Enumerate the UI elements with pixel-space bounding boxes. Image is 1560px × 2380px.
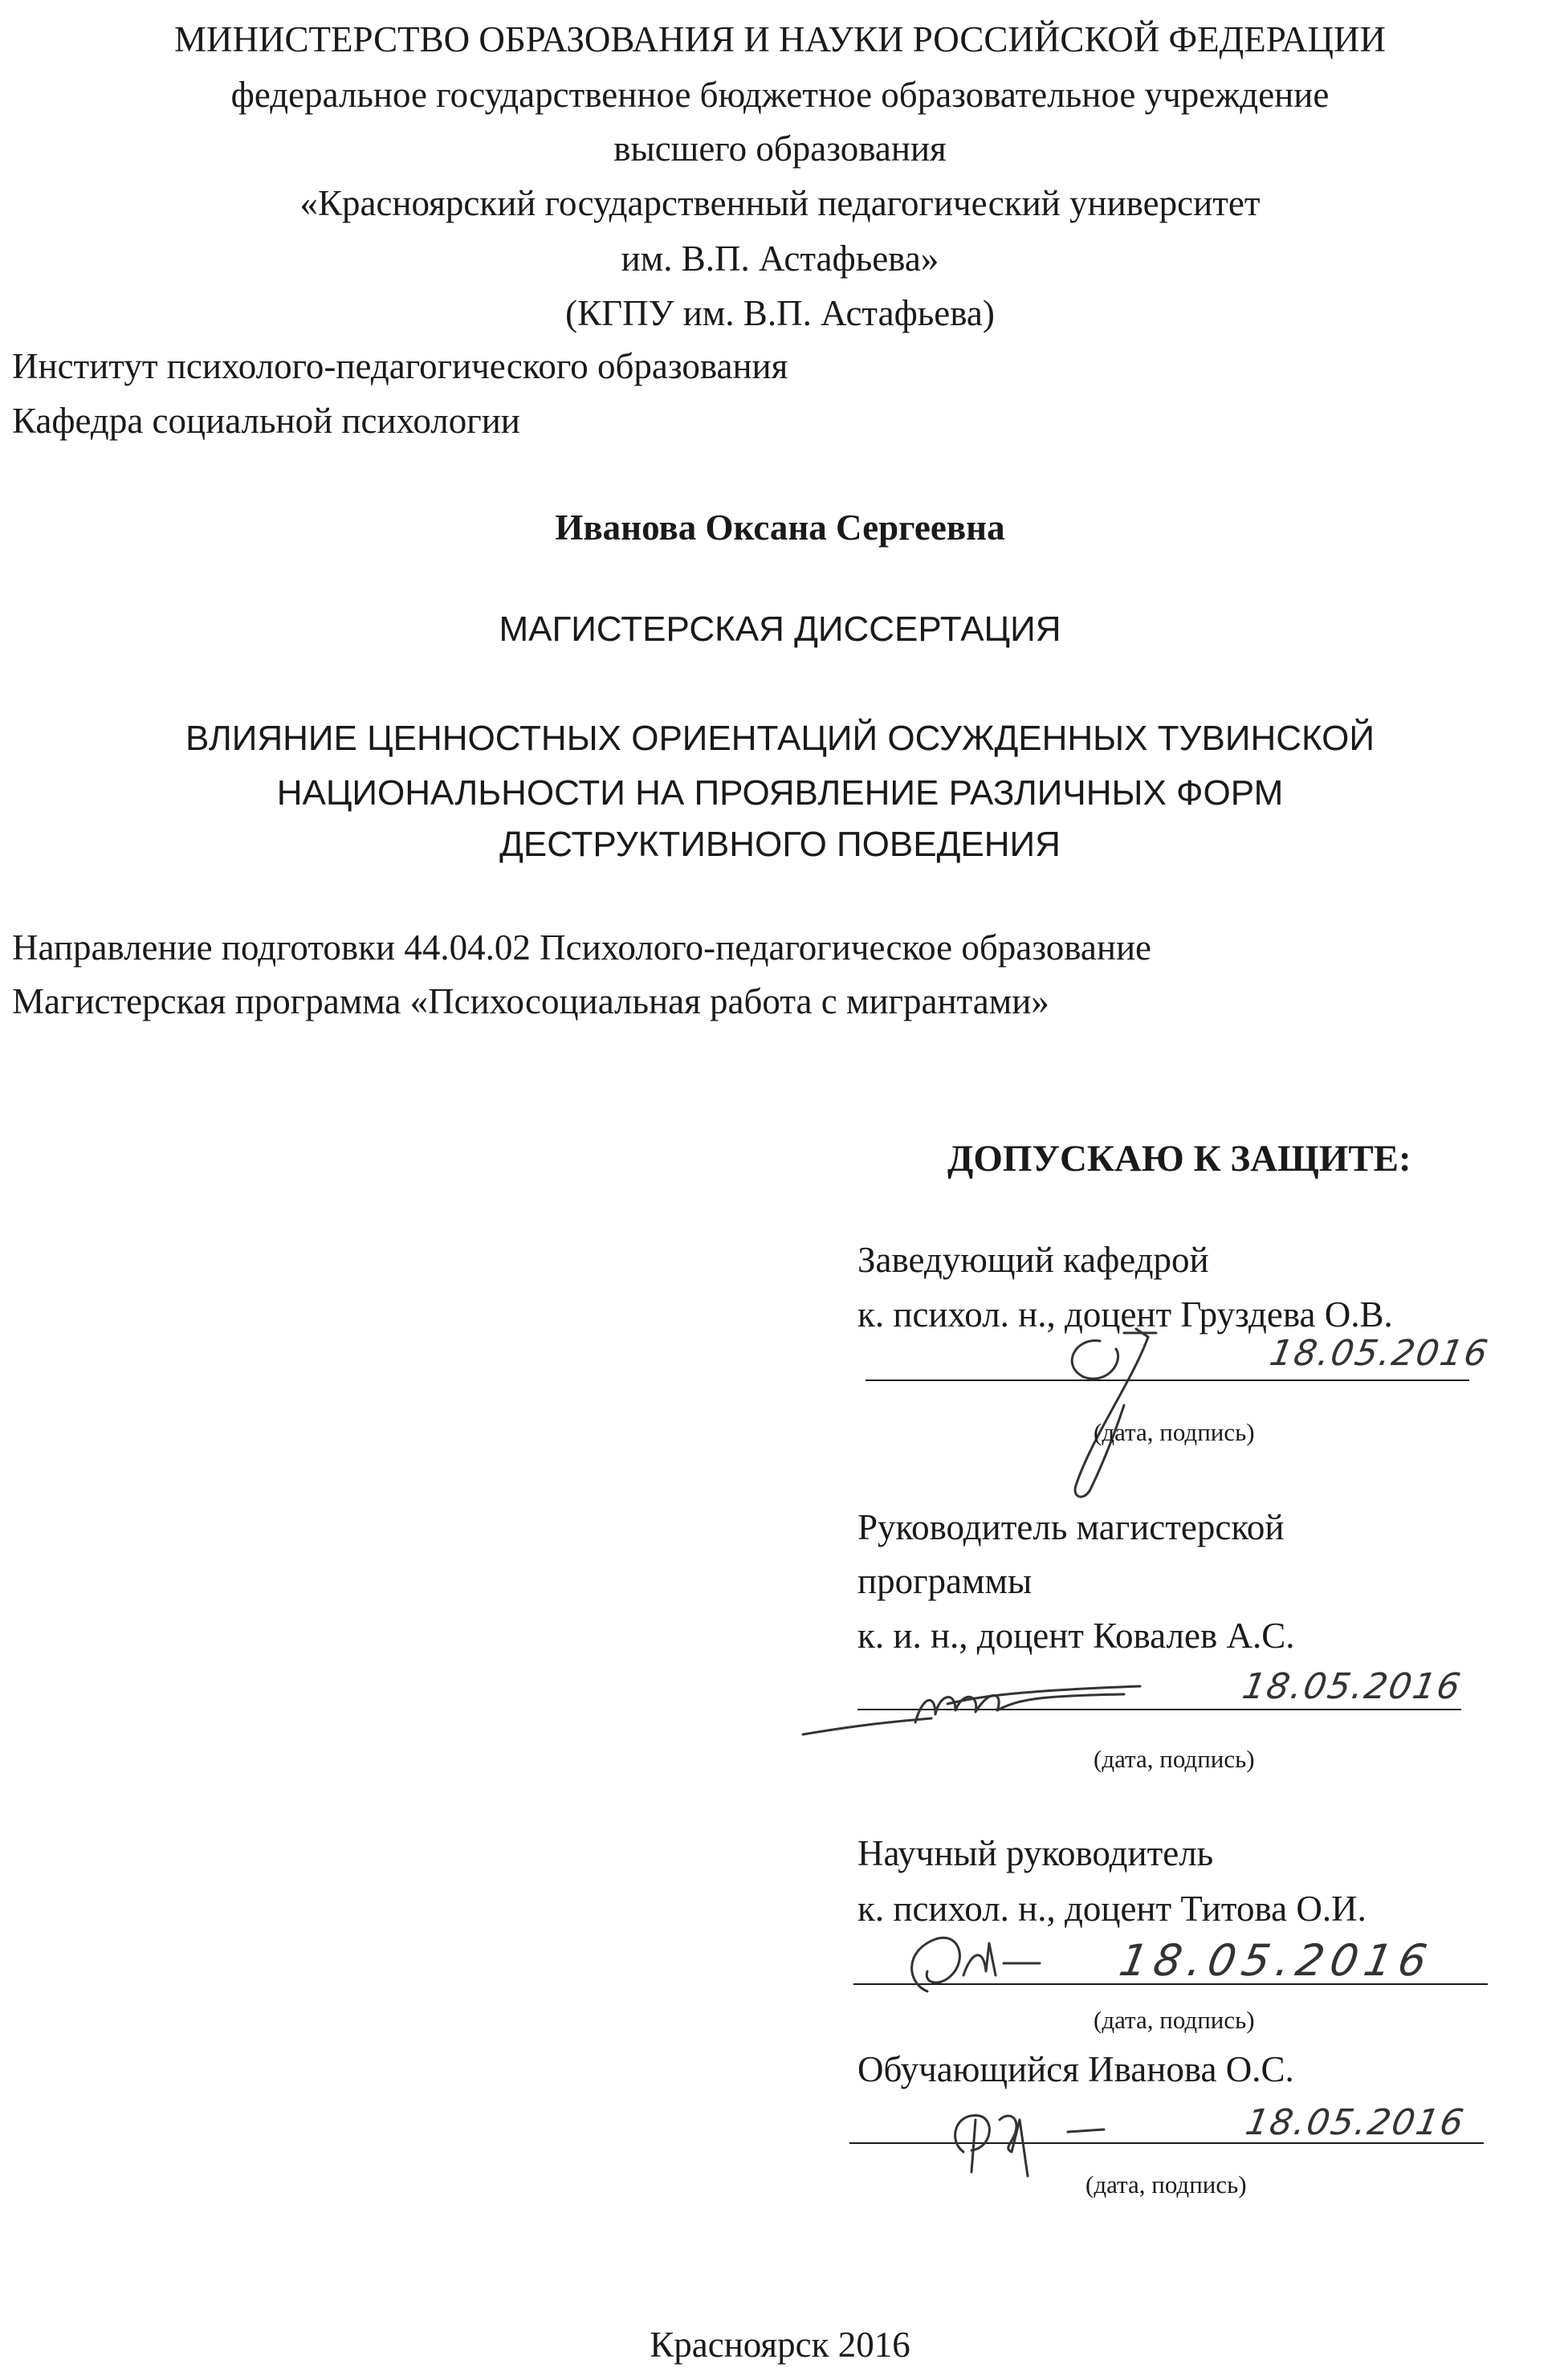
signer1-role: Заведующий кафедрой	[857, 1240, 1209, 1280]
signer1-signature-line	[866, 1380, 1469, 1381]
department-name: Кафедра социальной психологии	[12, 401, 520, 441]
author-name: Иванова Оксана Сергеевна	[555, 507, 1005, 548]
student-name: Обучающийся Иванова О.С.	[857, 2049, 1294, 2089]
signer3-caption: (дата, подпись)	[1094, 2006, 1255, 2034]
signer1-credentials: к. психол. н., доцент Груздева О.В.	[857, 1294, 1393, 1335]
signer2-role-line1: Руководитель магистерской	[857, 1507, 1285, 1547]
signer3-role: Научный руководитель	[857, 1833, 1214, 1873]
university-name-line2: им. В.П. Астафьева»	[621, 238, 939, 279]
thesis-title-line3: ДЕСТРУКТИВНОГО ПОВЕДЕНИЯ	[499, 825, 1061, 864]
signer3-handwritten-signature	[891, 1927, 1052, 1999]
signer2-credentials: к. и. н., доцент Ковалев А.С.	[857, 1616, 1295, 1656]
institute-name: Институт психолого-педагогического образования	[12, 346, 788, 386]
signer1-handwritten-signature	[1028, 1317, 1156, 1510]
signer2-handwritten-date: 18.05.2016	[1239, 1666, 1465, 1707]
signer3-credentials: к. психол. н., доцент Титова О.И.	[857, 1889, 1367, 1929]
document-type: МАГИСТЕРСКАЯ ДИССЕРТАЦИЯ	[499, 609, 1061, 649]
signer2-caption: (дата, подпись)	[1094, 1745, 1255, 1773]
student-handwritten-date: 18.05.2016	[1242, 2102, 1468, 2143]
study-direction: Направление подготовки 44.04.02 Психолого-педагогическое образование	[12, 927, 1152, 968]
student-caption: (дата, подпись)	[1085, 2170, 1247, 2199]
university-name-line1: «Красноярский государственный педагогический университет	[299, 183, 1261, 223]
signer2-role-line2: программы	[857, 1561, 1033, 1601]
signer1-caption: (дата, подпись)	[1094, 1418, 1255, 1446]
signer3-handwritten-date: 18.05.2016	[1115, 1935, 1437, 1986]
master-program: Магистерская программа «Психосоциальная работа с мигрантами»	[12, 981, 1049, 1021]
signer2-handwritten-signature	[787, 1662, 1188, 1750]
thesis-title-line2: НАЦИОНАЛЬНОСТИ НА ПРОЯВЛЕНИЕ РАЗЛИЧНЫХ ФОРМ	[276, 773, 1284, 813]
thesis-title-line1: ВЛИЯНИЕ ЦЕННОСТНЫХ ОРИЕНТАЦИЙ ОСУЖДЕННЫХ ТУВИНСКОЙ	[185, 719, 1375, 758]
ministry-heading: МИНИСТЕРСТВО ОБРАЗОВАНИЯ И НАУКИ РОССИЙСКОЙ ФЕДЕРАЦИИ	[174, 19, 1386, 59]
institution-type-line2: высшего образования	[613, 128, 947, 169]
institution-type-line1: федеральное государственное бюджетное образовательное учреждение	[230, 75, 1330, 115]
city-year: Красноярск 2016	[650, 2325, 910, 2365]
university-abbreviation: (КГПУ им. В.П. Астафьева)	[565, 293, 995, 333]
admit-heading: ДОПУСКАЮ К ЗАЩИТЕ:	[947, 1138, 1411, 1180]
signer1-handwritten-date: 18.05.2016	[1266, 1333, 1493, 1374]
